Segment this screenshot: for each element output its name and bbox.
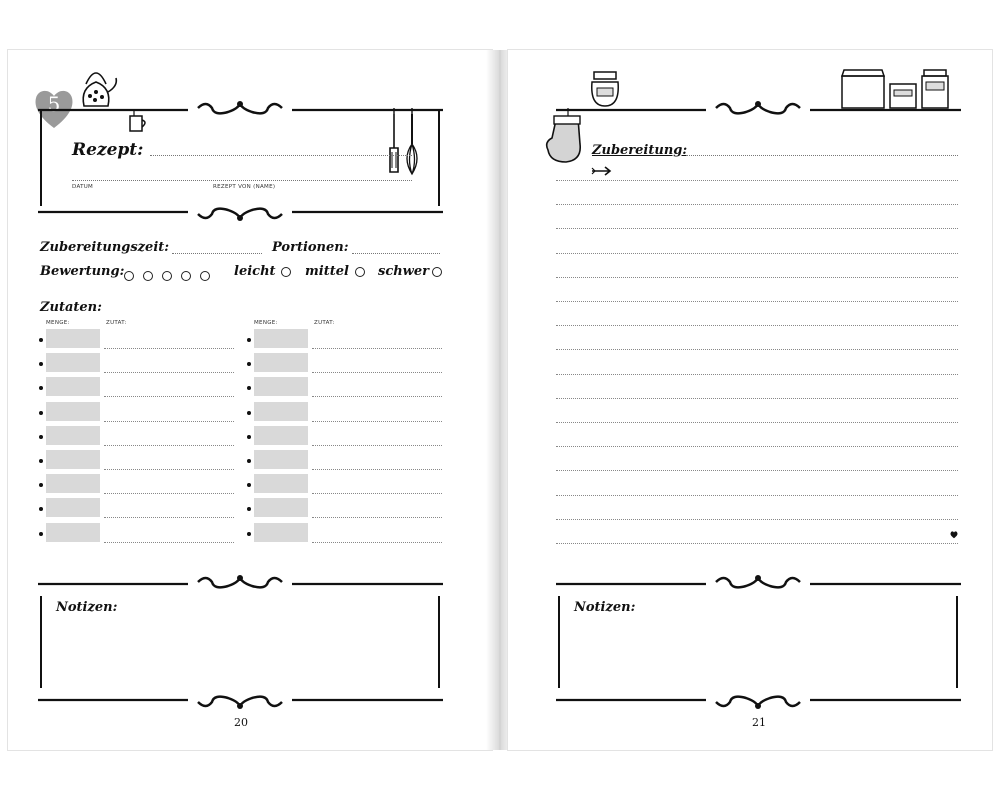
- leicht-label: leicht: [234, 264, 276, 279]
- recipe-label: Rezept:: [72, 140, 144, 160]
- schwer-checkbox[interactable]: [432, 267, 442, 277]
- top-divider-swirl-right: [556, 98, 961, 122]
- preparation-line[interactable]: [556, 398, 958, 399]
- ingredient-name-field[interactable]: [104, 542, 234, 543]
- ingredient-amount-field[interactable]: [46, 523, 100, 542]
- ingredient-name-field[interactable]: [312, 469, 442, 470]
- preparation-line[interactable]: [556, 374, 958, 375]
- notes-box-left-side-right: [558, 596, 560, 688]
- menge-label-1: MENGE:: [46, 320, 70, 326]
- zubereitungszeit-label: Zubereitungszeit:: [40, 240, 170, 255]
- notes-top-divider-left: [38, 572, 443, 596]
- ingredient-name-field[interactable]: [104, 421, 234, 422]
- page-number-right: 21: [752, 716, 766, 729]
- ingredient-bullet: [247, 411, 251, 415]
- rating-circle-5[interactable]: [200, 271, 210, 281]
- portionen-label: Portionen:: [272, 240, 349, 255]
- ingredient-amount-field[interactable]: [254, 450, 308, 469]
- ingredient-bullet: [247, 338, 251, 342]
- leicht-checkbox[interactable]: [281, 267, 291, 277]
- ingredient-amount-field[interactable]: [254, 474, 308, 493]
- notes-bottom-divider-left: [38, 688, 443, 712]
- notes-box-right-side-right: [956, 596, 958, 688]
- zutaten-label: Zutaten:: [40, 300, 102, 315]
- preparation-line[interactable]: [556, 277, 958, 278]
- ingredient-bullet: [39, 459, 43, 463]
- recipe-box-left: [40, 110, 42, 206]
- recipe-name-field[interactable]: [150, 155, 412, 156]
- ingredient-amount-field[interactable]: [46, 474, 100, 493]
- notes-bottom-divider-right: [556, 688, 961, 712]
- mittel-label: mittel: [305, 264, 349, 279]
- ingredient-name-field[interactable]: [312, 396, 442, 397]
- arrow-icon: [592, 166, 612, 176]
- ingredient-amount-field[interactable]: [254, 426, 308, 445]
- preparation-line[interactable]: [556, 301, 958, 302]
- rating-circle-2[interactable]: [143, 271, 153, 281]
- notizen-label-left: Notizen:: [56, 600, 118, 615]
- rating-circle-4[interactable]: [181, 271, 191, 281]
- rezept-von-label: REZEPT VON (NAME): [213, 184, 276, 190]
- zutat-label-1: ZUTAT:: [106, 320, 127, 326]
- ingredient-amount-field[interactable]: [46, 498, 100, 517]
- ingredient-name-field[interactable]: [312, 542, 442, 543]
- preparation-line[interactable]: [556, 422, 958, 423]
- ingredient-bullet: [247, 459, 251, 463]
- preparation-line[interactable]: [556, 349, 958, 350]
- ingredient-name-field[interactable]: [104, 445, 234, 446]
- ingredient-bullet: [39, 338, 43, 342]
- preparation-line[interactable]: [556, 253, 958, 254]
- ingredient-amount-field[interactable]: [46, 426, 100, 445]
- badge-number: 5: [47, 92, 61, 116]
- preparation-line[interactable]: [556, 470, 958, 471]
- datum-field[interactable]: [72, 180, 412, 181]
- schwer-label: schwer: [378, 264, 429, 279]
- zubereitung-field[interactable]: [686, 155, 958, 156]
- portionen-field[interactable]: [352, 253, 440, 254]
- page-number-left: 20: [234, 716, 248, 729]
- ingredient-name-field[interactable]: [104, 469, 234, 470]
- preparation-line[interactable]: [556, 495, 958, 496]
- ingredient-name-field[interactable]: [312, 421, 442, 422]
- preparation-line[interactable]: [556, 204, 958, 205]
- ingredient-bullet: [247, 532, 251, 536]
- ingredient-amount-field[interactable]: [46, 353, 100, 372]
- preparation-line[interactable]: [556, 180, 958, 181]
- ingredient-name-field[interactable]: [104, 372, 234, 373]
- ingredient-amount-field[interactable]: [254, 377, 308, 396]
- ingredient-name-field[interactable]: [104, 348, 234, 349]
- rating-circle-3[interactable]: [162, 271, 172, 281]
- preparation-line[interactable]: [556, 543, 958, 544]
- mittel-checkbox[interactable]: [355, 267, 365, 277]
- heart-icon: [950, 531, 958, 539]
- ingredient-name-field[interactable]: [312, 372, 442, 373]
- ingredient-bullet: [39, 532, 43, 536]
- preparation-line[interactable]: [556, 519, 958, 520]
- ingredient-amount-field[interactable]: [46, 402, 100, 421]
- preparation-line[interactable]: [556, 446, 958, 447]
- ingredient-amount-field[interactable]: [46, 377, 100, 396]
- recipe-divider-swirl: [38, 200, 443, 224]
- ingredient-name-field[interactable]: [312, 517, 442, 518]
- zubereitung-label: Zubereitung:: [592, 143, 688, 158]
- zutat-label-2: ZUTAT:: [314, 320, 335, 326]
- preparation-line[interactable]: [556, 228, 958, 229]
- rating-circle-1[interactable]: [124, 271, 134, 281]
- ingredient-name-field[interactable]: [104, 396, 234, 397]
- preparation-line[interactable]: [556, 325, 958, 326]
- menge-label-2: MENGE:: [254, 320, 278, 326]
- rating-circles: [124, 265, 210, 284]
- ingredient-name-field[interactable]: [312, 493, 442, 494]
- ingredient-bullet: [39, 411, 43, 415]
- ingredient-bullet: [247, 435, 251, 439]
- ingredient-amount-field[interactable]: [254, 498, 308, 517]
- ingredient-name-field[interactable]: [312, 348, 442, 349]
- notes-top-divider-right: [556, 572, 961, 596]
- ingredient-amount-field[interactable]: [254, 353, 308, 372]
- top-divider-swirl: [38, 98, 443, 122]
- ingredient-name-field[interactable]: [104, 493, 234, 494]
- ingredient-name-field[interactable]: [104, 517, 234, 518]
- ingredient-amount-field[interactable]: [254, 523, 308, 542]
- ingredient-amount-field[interactable]: [46, 450, 100, 469]
- ingredient-amount-field[interactable]: [46, 329, 100, 348]
- ingredient-bullet: [39, 435, 43, 439]
- bewertung-label: Bewertung:: [40, 264, 125, 279]
- notes-box-right-side: [438, 596, 440, 688]
- ingredient-name-field[interactable]: [312, 445, 442, 446]
- ingredient-amount-field[interactable]: [254, 329, 308, 348]
- notizen-label-right: Notizen:: [574, 600, 636, 615]
- datum-label: DATUM: [72, 184, 94, 190]
- zubereitungszeit-field[interactable]: [172, 253, 262, 254]
- notes-box-left-side: [40, 596, 42, 688]
- ingredient-amount-field[interactable]: [254, 402, 308, 421]
- recipe-box-right: [438, 110, 440, 206]
